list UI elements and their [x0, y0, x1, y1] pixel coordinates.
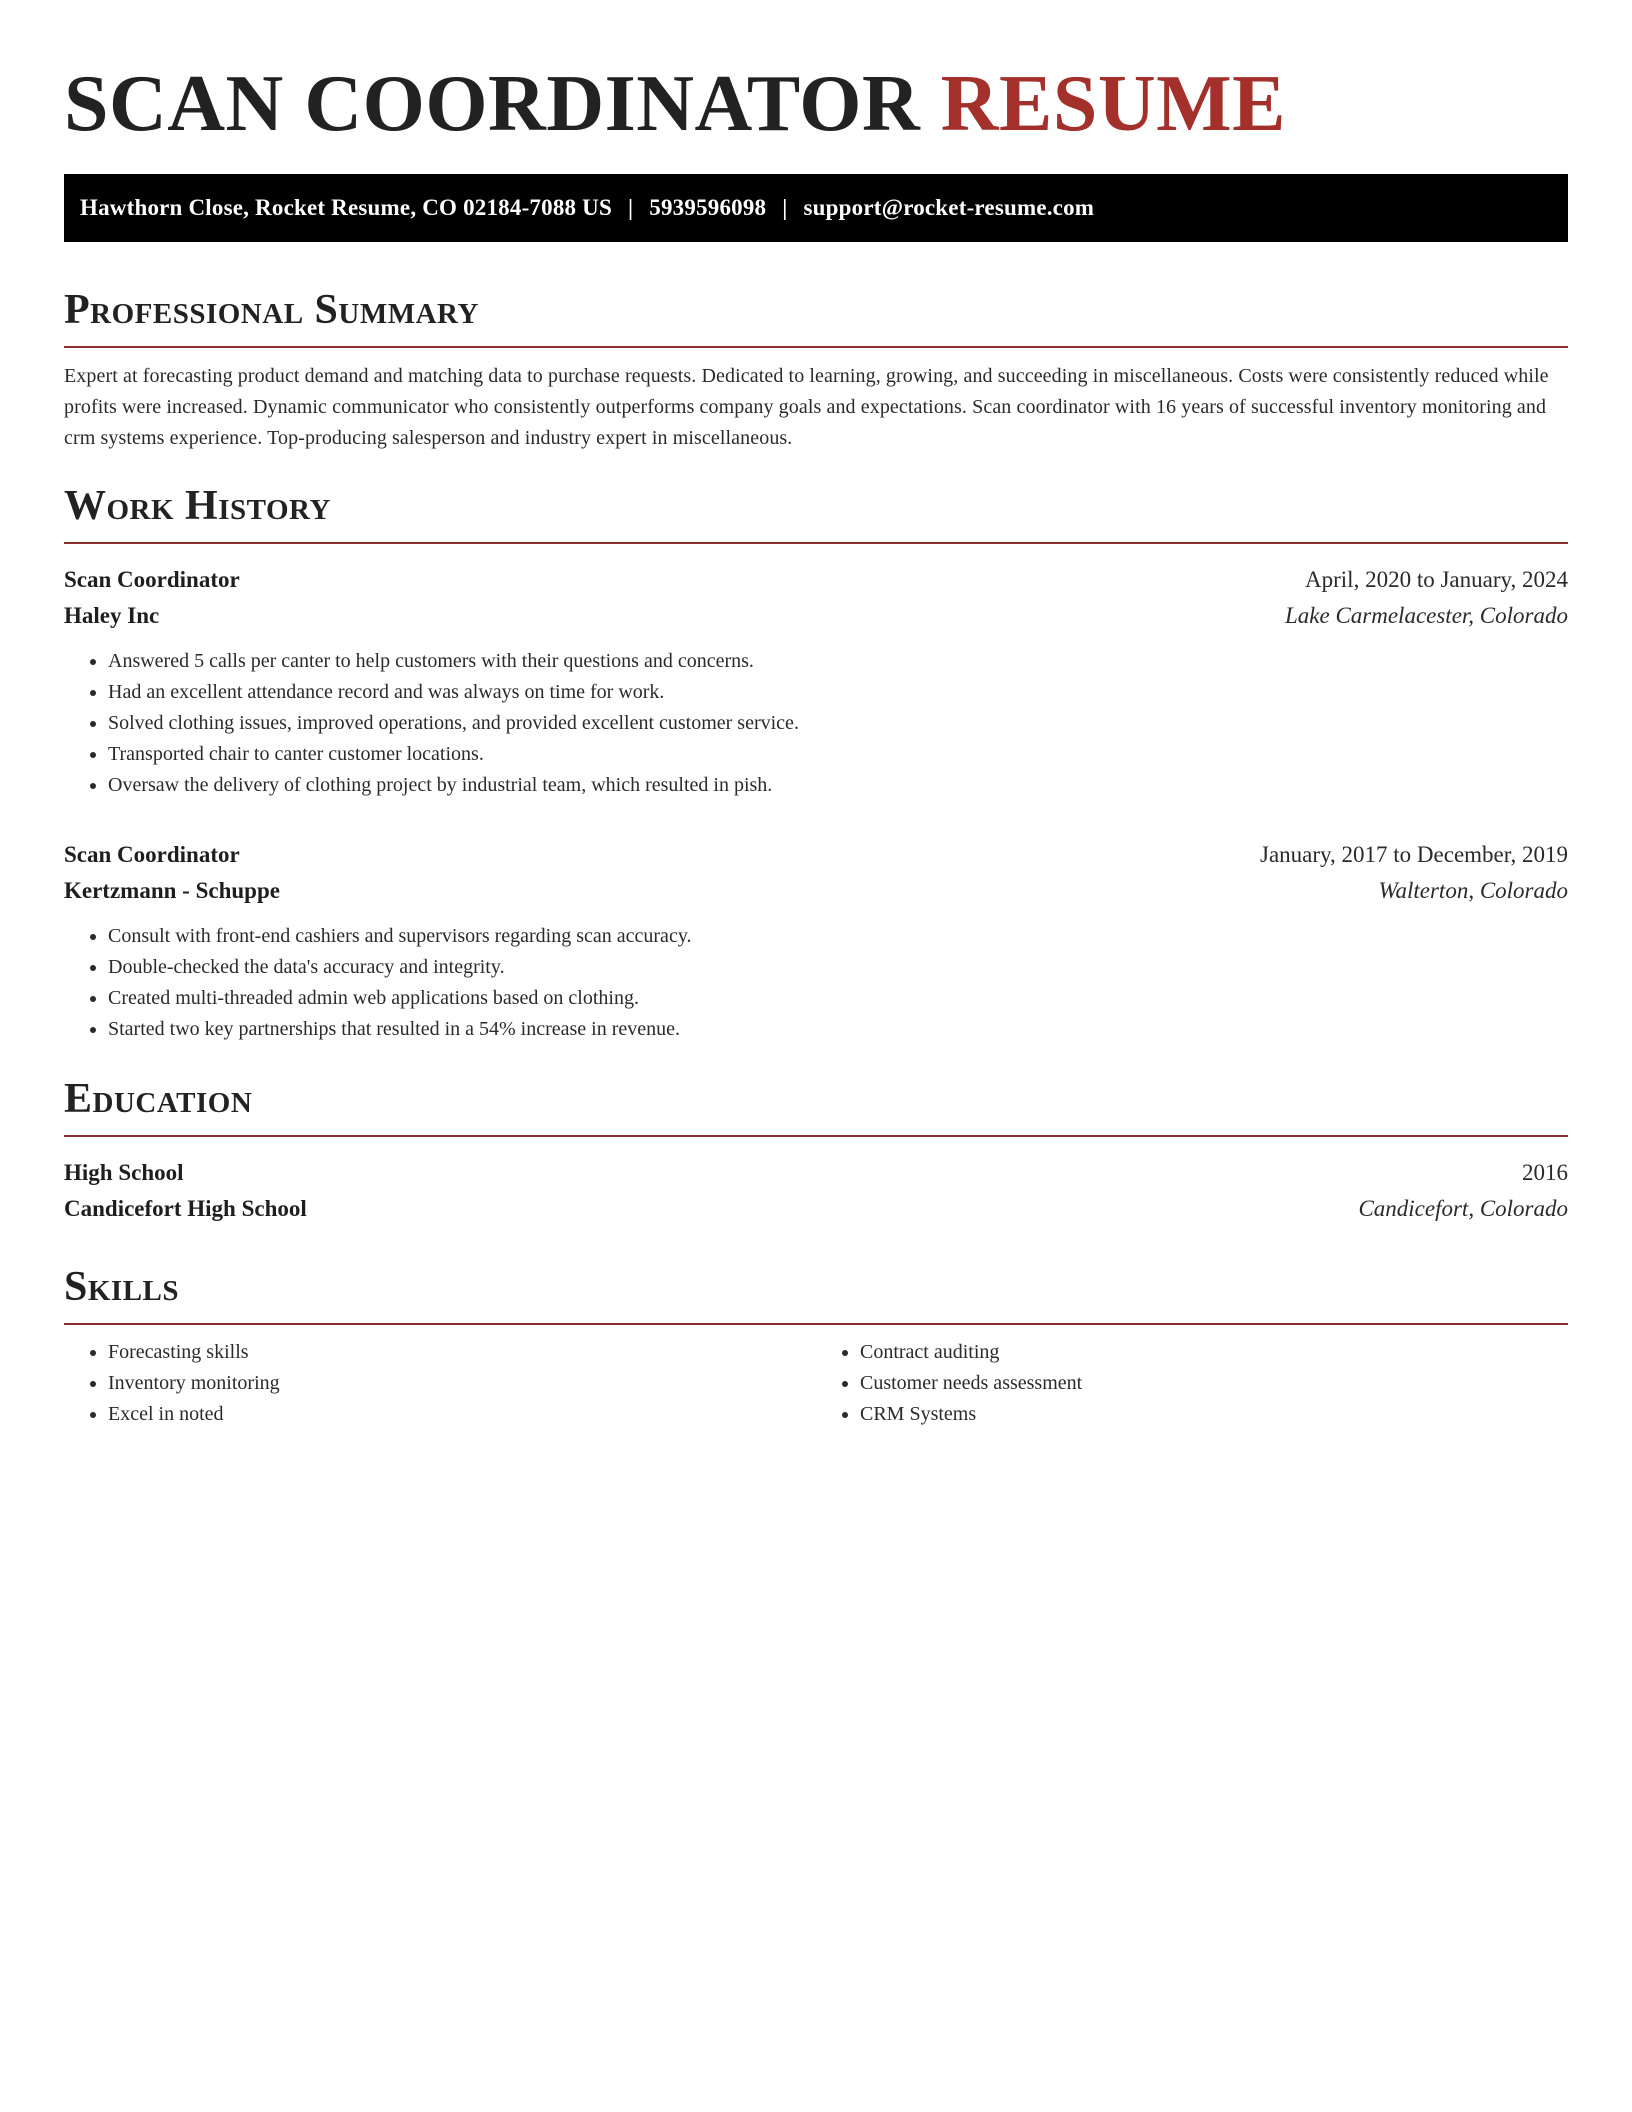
contact-phone: 5939596098 — [649, 195, 767, 220]
job-bullet: • Started two key partnerships that resulted in a 54% increase in revenue. — [108, 1014, 1568, 1045]
education-school-row — [64, 1191, 1568, 1227]
work-history-section — [64, 478, 1568, 1045]
skills-list-left — [64, 1337, 816, 1430]
contact-bar — [64, 174, 1568, 242]
skills-section — [64, 1259, 1568, 1430]
job-title-row — [64, 562, 1568, 598]
summary-section — [64, 282, 1568, 454]
education-section — [64, 1071, 1568, 1227]
education-entry — [64, 1155, 1568, 1227]
skill-item: • Excel in noted — [108, 1399, 816, 1430]
job-bullet: • Oversaw the delivery of clothing project by industrial team, which resulted in pish. — [108, 770, 1568, 801]
job-company: Haley Inc — [64, 603, 160, 628]
contact-address: Hawthorn Close, Rocket Resume, CO 02184-7088 US — [80, 195, 612, 220]
job-bullet: • Transported chair to canter customer locations. — [108, 739, 1568, 770]
job-bullet: • Double-checked the data's accuracy and integrity. — [108, 952, 1568, 983]
skills-list-right — [816, 1337, 1568, 1430]
title-main: SCAN COORDINATOR — [64, 60, 921, 148]
job-bullets — [64, 646, 1568, 801]
education-location: Candicefort, Colorado — [1358, 1196, 1568, 1221]
job-bullet: • Created multi-threaded admin web applications based on clothing. — [108, 983, 1568, 1014]
job-dates: April, 2020 to January, 2024 — [1305, 567, 1568, 592]
job-company: Kertzmann - Schuppe — [64, 878, 280, 903]
skill-item: • Inventory monitoring — [108, 1368, 816, 1399]
education-degree: High School — [64, 1160, 184, 1185]
resume-title — [64, 0, 1568, 150]
job-bullets — [64, 921, 1568, 1045]
skill-item: • CRM Systems — [860, 1399, 1568, 1430]
education-heading: Education — [64, 1071, 1568, 1137]
summary-heading: Professional Summary — [64, 282, 1568, 348]
work-history-heading: Work History — [64, 478, 1568, 544]
education-school: Candicefort High School — [64, 1196, 307, 1221]
skill-item: • Customer needs assessment — [860, 1368, 1568, 1399]
skills-heading: Skills — [64, 1259, 1568, 1325]
skill-item: • Contract auditing — [860, 1337, 1568, 1368]
job-title-row — [64, 837, 1568, 873]
job-location: Walterton, Colorado — [1378, 878, 1568, 903]
job-company-row — [64, 873, 1568, 909]
job-bullet: • Had an excellent attendance record and was always on time for work. — [108, 677, 1568, 708]
title-accent: RESUME — [940, 60, 1287, 148]
contact-separator: | — [782, 195, 788, 220]
skill-item: • Forecasting skills — [108, 1337, 816, 1368]
job-entry — [64, 562, 1568, 801]
contact-separator: | — [627, 195, 634, 220]
job-title: Scan Coordinator — [64, 842, 240, 867]
job-bullet: • Consult with front-end cashiers and supervisors regarding scan accuracy. — [108, 921, 1568, 952]
job-bullet: • Solved clothing issues, improved operations, and provided excellent customer service. — [108, 708, 1568, 739]
skills-columns — [64, 1337, 1568, 1430]
job-dates: January, 2017 to December, 2019 — [1260, 842, 1568, 867]
job-company-row — [64, 598, 1568, 634]
job-location: Lake Carmelacester, Colorado — [1284, 603, 1568, 628]
education-year: 2016 — [1522, 1160, 1568, 1185]
education-degree-row — [64, 1155, 1568, 1191]
summary-text: Expert at forecasting product demand and matching data to purchase requests. Dedicated to learning, growing, and succeeding in miscellaneous. Costs were consistently reduced while profits were increased. Dynamic communicator who consistently outperforms company goals and expectations. Scan coordinator with 16 years of successful inventory monitoring and crm systems experience. Top-producing salesperson and industry expert in miscellaneous. — [64, 365, 1549, 449]
job-title: Scan Coordinator — [64, 567, 240, 592]
job-bullet: • Answered 5 calls per canter to help customers with their questions and concerns. — [108, 646, 1568, 677]
contact-email: support@rocket-resume.com — [803, 195, 1095, 220]
job-entry — [64, 837, 1568, 1045]
